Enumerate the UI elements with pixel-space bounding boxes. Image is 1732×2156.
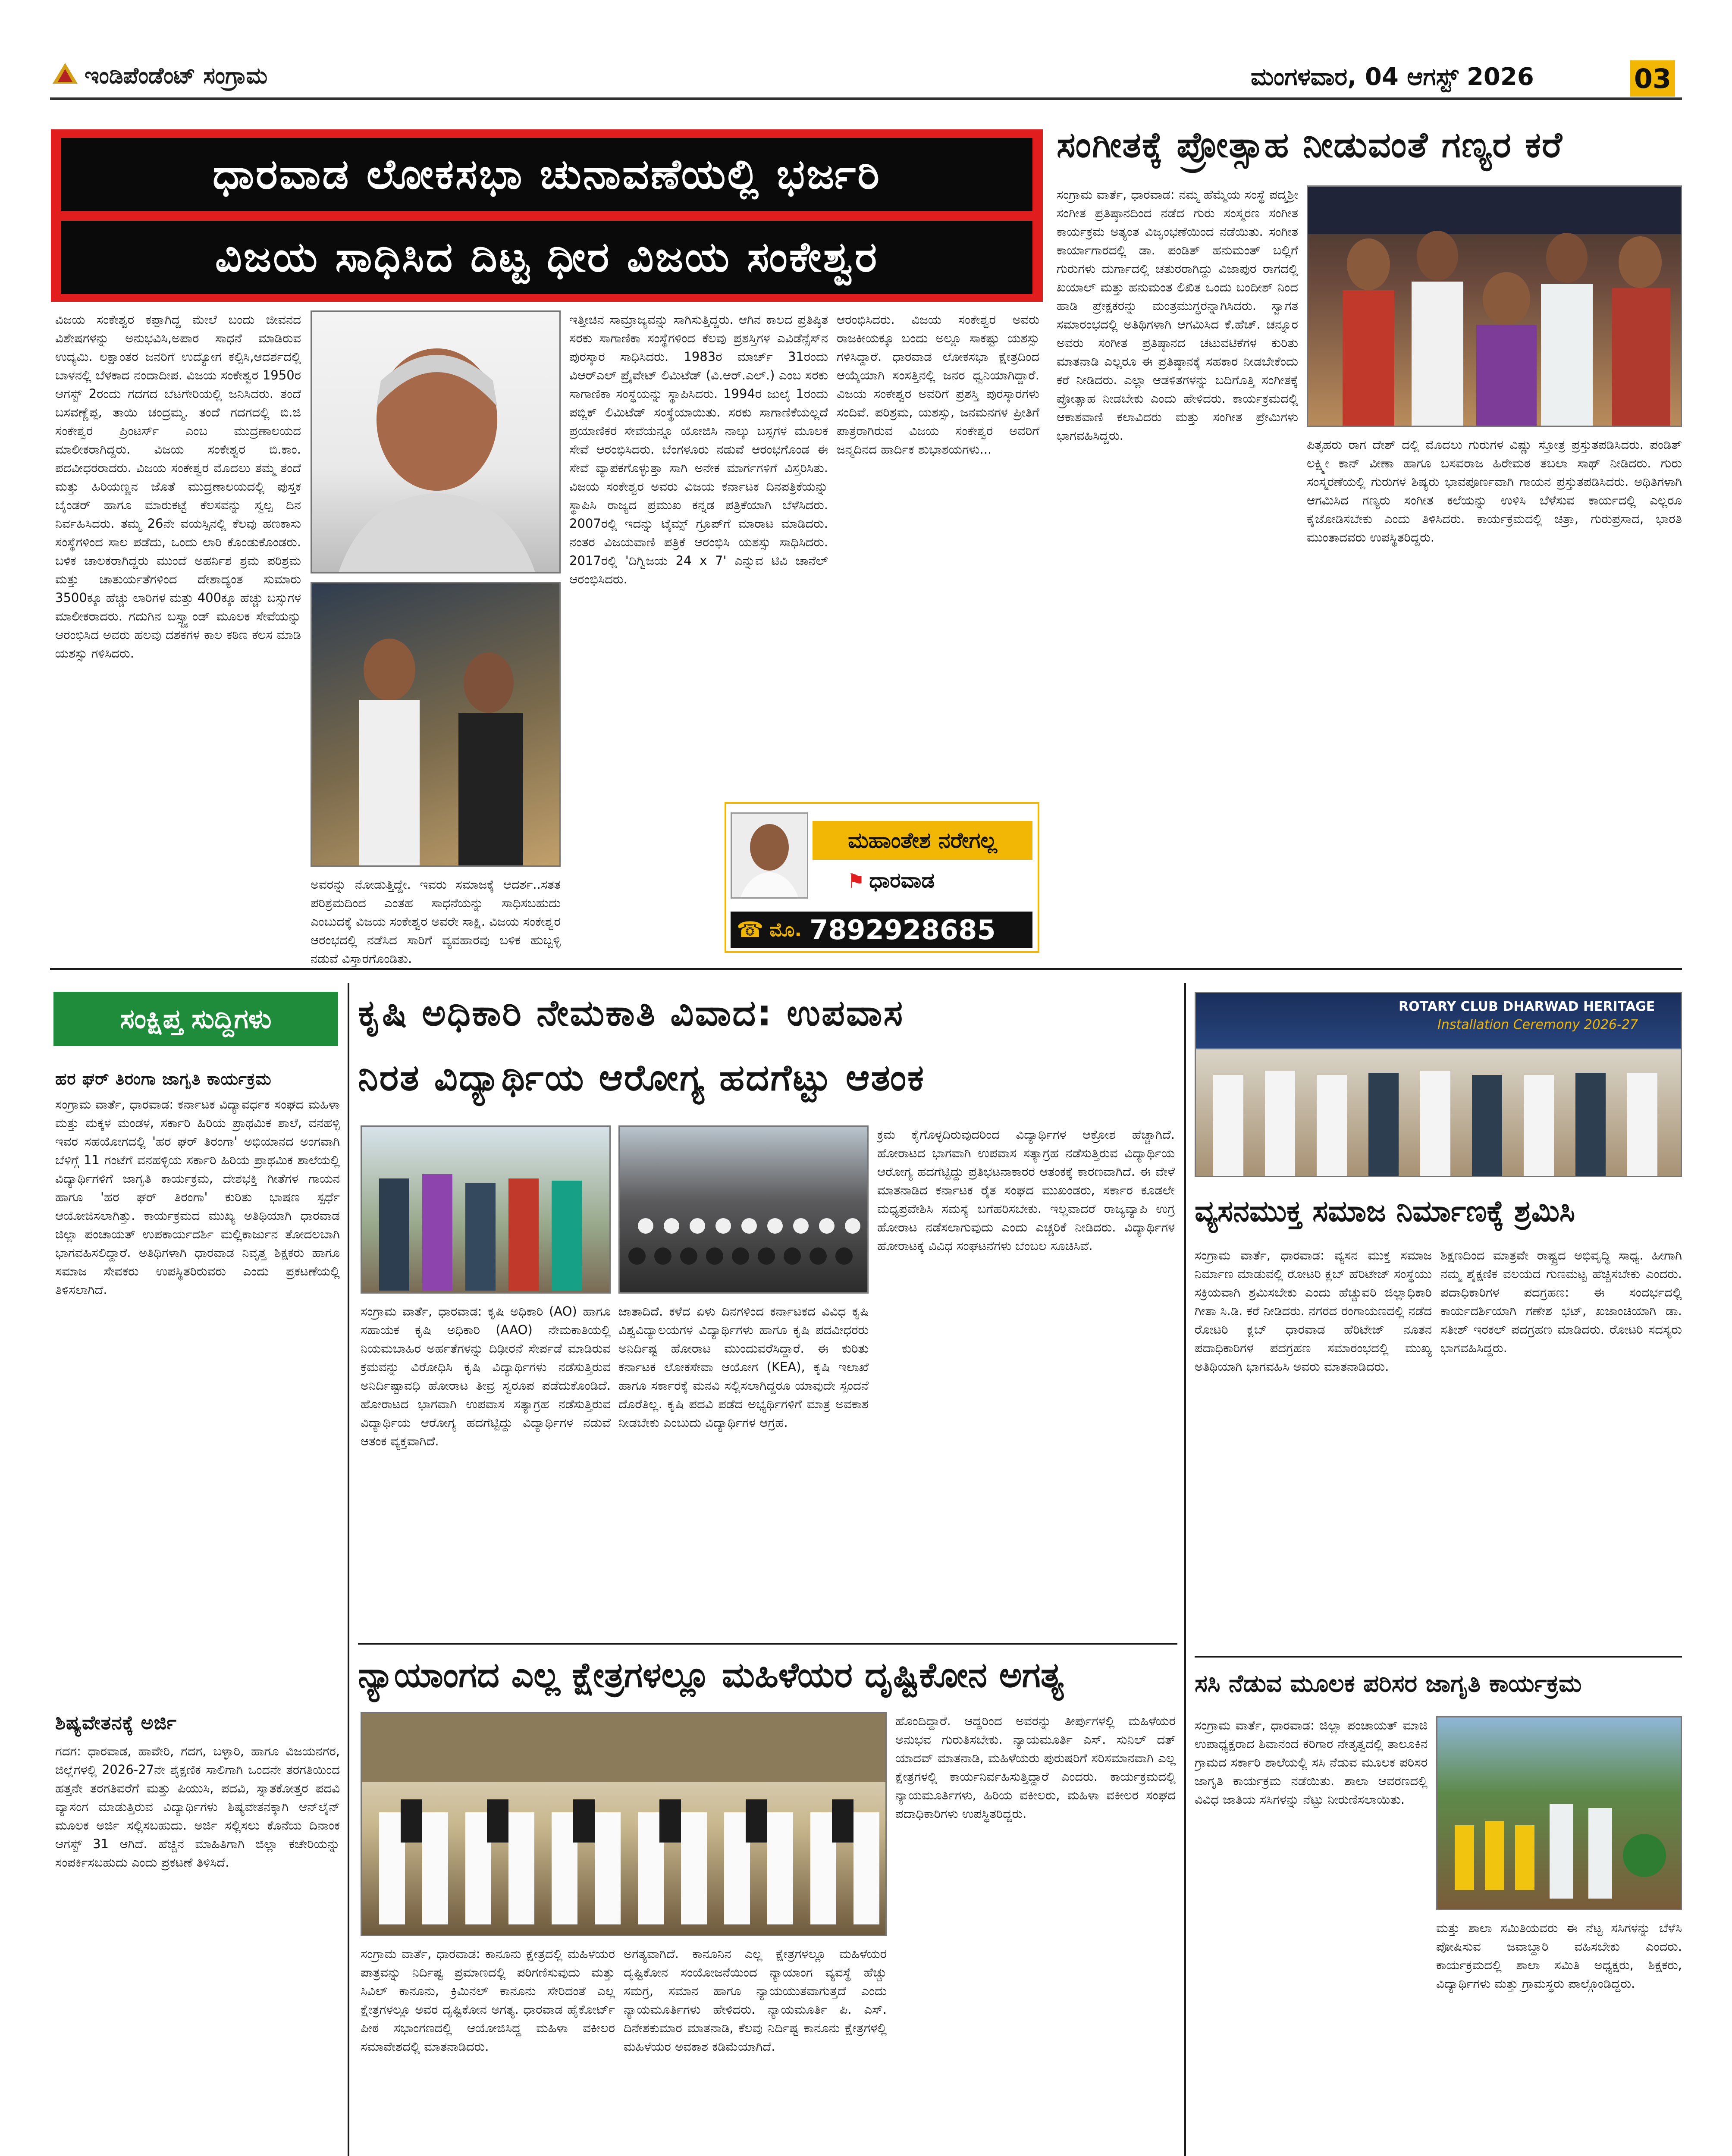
music-column-1: ಸಂಗ್ರಾಮ ವಾರ್ತೆ, ಧಾರವಾಡ: ನಮ್ಮ ಹೆಮ್ಮೆಯ ಸಂಸ್ಥೆ ಪದ್ಮಶ್ರೀ ಸಂಗೀತ ಪ್ರತಿಷ್ಠಾನದಿಂದ ನಡೆದ ಗುರು ಸಂಸ್ಮರಣ ಸಂಗೀತ ಕಾರ್ಯಕ್ರಮ ಅತ್ಯಂತ ವಿಜೃಂಭಣೆಯಿಂದ ನಡೆಯಿತು. ಸಂಗೀತ ಕಾರ್ಯಾಗಾರದಲ್ಲಿ ಡಾ. ಪಂಡಿತ್ ಹನುಮಂತ್ ಬಲ್ಲಿಗೆ ಗುರುಗಳು ದುರ್ಗಾದಲ್ಲಿ ಚತುರರಾಗಿದ್ದು ವಿಜಾಪುರ ರಾಗದಲ್ಲಿ ಖಯಾಲ್ ಮತ್ತು ಹನುಮಂತ ಲಿಖಿತ ಒಂದು ಬಂದೀಶ್ ನಿಂದ ಹಾಡಿ ಪ್ರೇಕ್ಷಕರನ್ನು ಮಂತ್ರಮುಗ್ಧರನ್ನಾಗಿಸಿದರು. ಸ್ವಾಗತ ಸಮಾರಂಭದಲ್ಲಿ ಅತಿಥಿಗಳಾಗಿ ಆಗಮಿಸಿದ ಕೆ.ಹೆಚ್. ಚನ್ನೂರ ಅವರು ಸಂಗೀತ ಪ್ರತಿಷ್ಠಾನದ ಚಟುವಟಿಕೆಗಳ ಕುರಿತು ಮಾತನಾಡಿ ಎಲ್ಲರೂ ಈ ಪ್ರತಿಷ್ಠಾನಕ್ಕೆ ಸಹಕಾರ ನೀಡಬೇಕೆಂದು ಕರೆ ನೀಡಿದರು. ಎಲ್ಲಾ ಆಡಳಿತಗಳನ್ನು ಬದಿಗೊತ್ತಿ ಸಂಗೀತಕ್ಕೆ ಪ್ರೋತ್ಸಾಹ ನೀಡಬೇಕು ಎಂದು ಹೇಳಿದರು. ಕಾರ್ಯಕ್ರಮದಲ್ಲಿ ಆಕಾಶವಾಣಿ ಕಲಾವಿದರು ಮತ್ತು ಸಂಗೀತ ಪ್ರೇಮಿಗಳು ಭಾಗವಹಿಸಿದ್ದರು. xyxy=(1057,187,1298,443)
court-group-photo xyxy=(361,1712,887,1936)
rotary-column-2: ಶಿಕ್ಷಣದಿಂದ ಮಾತ್ರವೇ ರಾಷ್ಟ್ರದ ಅಭಿವೃದ್ಧಿ ಸಾಧ್ಯ. ಹೀಗಾಗಿ ನಮ್ಮ ಶೈಕ್ಷಣಿಕ ವಲಯದ ಗುಣಮಟ್ಟ ಹೆಚ್ಚಿಸಬೇಕು ಎಂದರು. ಪದಾಧಿಕಾರಿಗಳ ಪದಗ್ರಹಣ: ಈ ಸಂದರ್ಭದಲ್ಲಿ ಕಾರ್ಯದರ್ಶಿಯಾಗಿ ಗಣೇಶ ಭಟ್, ಖಜಾಂಚಿಯಾಗಿ ಡಾ. ಸತೀಶ್ ಇರಕಲ್ ಪದಗ್ರಹಣ ಮಾಡಿದರು. ರೋಟರಿ ಸದಸ್ಯರು ಭಾಗವಹಿಸಿದ್ದರು. xyxy=(1440,1248,1682,1355)
court-column-3: ಹೊಂದಿದ್ದಾರೆ. ಆದ್ದರಿಂದ ಅವರನ್ನು ತೀರ್ಪುಗಳಲ್ಲಿ ಮಹಿಳೆಯರ ಅನುಭವ ಗುರುತಿಸಬೇಕು. ನ್ಯಾಯಮೂರ್ತಿ ಎಸ್. ಸುನಿಲ್ ದತ್ ಯಾದವ್ ಮಾತನಾಡಿ, ಮಹಿಳೆಯರು ಪುರುಷರಿಗೆ ಸರಿಸಮಾನವಾಗಿ ಎಲ್ಲ ಕ್ಷೇತ್ರಗಳಲ್ಲಿ ಕಾರ್ಯನಿರ್ವಹಿಸುತ್ತಿದ್ದಾರೆ ಎಂದರು. ಕಾರ್ಯಕ್ರಮದಲ್ಲಿ ನ್ಯಾಯಮೂರ್ತಿಗಳು, ಹಿರಿಯ ವಕೀಲರು, ಮಹಿಳಾ ವಕೀಲರ ಸಂಘದ ಪದಾಧಿಕಾರಿಗಳು ಉಪಸ್ಥಿತರಿದ್ದರು. xyxy=(895,1714,1176,1821)
location-pin-icon: ⚑ xyxy=(847,869,865,893)
rotary-banner-line1: ROTARY CLUB DHARWAD HERITAGE xyxy=(1399,999,1655,1014)
brief-divider xyxy=(348,983,349,2156)
brief-item2-title: ಶಿಷ್ಯವೇತನಕ್ಕೆ ಅರ್ಜಿ xyxy=(55,1712,177,1734)
rotary-headline: ವ್ಯಸನಮುಕ್ತ ಸಮಾಜ ನಿರ್ಮಾಣಕ್ಕೆ ಶ್ರಮಿಸಿ xyxy=(1195,1194,1575,1228)
masthead xyxy=(0,0,1732,99)
music-event-photo xyxy=(1307,185,1682,427)
music-column-2: ಪಿತೃಹರು ರಾಗ ದೇಶ್ ದಲ್ಲಿ ಮೊದಲು ಗುರುಗಳ ವಿಷ್ಣು ಸ್ತೋತ್ರ ಪ್ರಸ್ತುತಪಡಿಸಿದರು. ಪಂಡಿತ್ ಲಕ್ಷ್ಮೀ ಕಾನ್ ವೀಣಾ ಹಾಗೂ ಬಸವರಾಜ ಹಿರೇಮಠ ತಬಲಾ ಸಾಥ್ ನೀಡಿದರು. ಗುರು ಸಂಸ್ಮರಣೆಯಲ್ಲಿ ಗುರುಗಳ ಶಿಷ್ಯರು ಭಾವಪೂರ್ಣವಾಗಿ ಗಾಯನ ಪ್ರಸ್ತುತಪಡಿಸಿದರು. ಅಥಿತಿಗಳಾಗಿ ಆಗಮಿಸಿದ ಗಣ್ಯರು ಸಂಗೀತ ಕಲೆಯನ್ನು ಉಳಿಸಿ ಬೆಳೆಸುವ ಕಾರ್ಯದಲ್ಲಿ ಎಲ್ಲರೂ ಕೈಜೋಡಿಸಬೇಕು ಎಂದು ತಿಳಿಸಿದರು. ಕಾರ್ಯಕ್ರಮದಲ್ಲಿ ಚಿತ್ರಾ, ಗುರುಪ್ರಸಾದ, ಭಾರತಿ ಮುಂತಾದವರು ಉಪಸ್ಥಿತರಿದ್ದರು. xyxy=(1307,437,1682,545)
env-photo xyxy=(1436,1716,1682,1910)
court-top-rule xyxy=(358,1643,1177,1645)
top-section-divider xyxy=(50,968,1682,970)
lead-award-photo xyxy=(311,582,561,867)
brief-item1-title: ಹರ ಘರ್ ತಿರಂಗಾ ಜಾಗೃತಿ ಕಾರ್ಯಕ್ರಮ xyxy=(55,1069,272,1088)
masthead-rule xyxy=(50,97,1682,100)
rotary-banner-line2: Installation Ceremony 2026-27 xyxy=(1437,1017,1638,1032)
lead-portrait-photo xyxy=(311,310,561,573)
agri-column-1: ಸಂಗ್ರಾಮ ವಾರ್ತೆ, ಧಾರವಾಡ: ಕೃಷಿ ಅಧಿಕಾರಿ (AO) ಹಾಗೂ ಸಹಾಯಕ ಕೃಷಿ ಅಧಿಕಾರಿ (AAO) ನೇಮಕಾತಿಯಲ್ಲಿ ನಿಯಮಬಾಹಿರ ಅರ್ಹತೆಗಳನ್ನು ದಿಢೀರನೆ ಸೇರ್ಪಡೆ ಮಾಡಿರುವ ಕ್ರಮವನ್ನು ವಿರೋಧಿಸಿ ಕೃಷಿ ವಿದ್ಯಾರ್ಥಿಗಳು ನಡೆಸುತ್ತಿರುವ ಅನಿರ್ದಿಷ್ಟಾವಧಿ ಹೋರಾಟ ತೀವ್ರ ಸ್ವರೂಪ ಪಡೆದುಕೊಂಡಿದೆ. ಹೋರಾಟದ ಭಾಗವಾಗಿ ಉಪವಾಸ ಸತ್ಯಾಗ್ರಹ ನಡೆಸುತ್ತಿರುವ ವಿದ್ಯಾರ್ಥಿಯ ಆರೋಗ್ಯ ಹದಗೆಟ್ಟಿದ್ದು ವಿದ್ಯಾರ್ಥಿಗಳ ನಡುವೆ ಆತಂಕ ವ್ಯಕ್ತವಾಗಿದೆ. xyxy=(361,1304,611,1448)
ad-phone-number: 7892928685 xyxy=(810,914,996,946)
ad-place: ಧಾರವಾಡ xyxy=(869,868,935,893)
brief-title: ಸಂಕ್ಷಿಪ್ತ ಸುದ್ದಿಗಳು xyxy=(53,992,338,1046)
rotary-photo xyxy=(1195,992,1682,1177)
lead-column-4: ಆರಂಭಿಸಿದರು. ವಿಜಯ ಸಂಕೇಶ್ವರ ಅವರು ರಾಜಕೀಯಕ್ಕೂ ಬಂದು ಅಲ್ಲೂ ಸಾಕಷ್ಟು ಯಶಸ್ಸು ಗಳಿಸಿದ್ದಾರೆ. ಧಾರವಾಡ ಲೋಕಸಭಾ ಕ್ಷೇತ್ರದಿಂದ ಆಯ್ಕೆಯಾಗಿ ಸಂಸತ್ತಿನಲ್ಲಿ ಜನರ ಧ್ವನಿಯಾಗಿದ್ದಾರೆ. ವಿಜಯ ಸಂಕೇಶ್ವರ ಅವರಿಗೆ ಪ್ರಶಸ್ತಿ ಪುರಸ್ಕಾರಗಳು ಸಂದಿವೆ. ಪರಿಶ್ರಮ, ಯಶಸ್ಸು, ಜನಮನಗಳ ಪ್ರೀತಿಗೆ ಪಾತ್ರರಾಗಿರುವ ವಿಜಯ ಸಂಕೇಶ್ವರ ಅವರಿಗೆ ಜನ್ಮದಿನದ ಹಾರ್ದಿಕ ಶುಭಾಶಯಗಳು... xyxy=(837,312,1039,457)
lead-headline-line2: ವಿಜಯ ಸಾಧಿಸಿದ ದಿಟ್ಟ ಧೀರ ವಿಜಯ ಸಂಕೇಶ್ವರ xyxy=(61,221,1032,294)
ad-photo xyxy=(731,812,808,899)
brief-item1-body: ಸಂಗ್ರಾಮ ವಾರ್ತೆ, ಧಾರವಾಡ: ಕರ್ನಾಟಕ ವಿದ್ಯಾವರ್ಧಕ ಸಂಘದ ಮಹಿಳಾ ಮತ್ತು ಮಕ್ಕಳ ಮಂಡಳ, ಸರ್ಕಾರಿ ಹಿರಿಯ ಪ್ರಾಥಮಿಕ ಶಾಲೆ, ವನಹಳ್ಳಿ ಇವರ ಸಹಯೋಗದಲ್ಲಿ 'ಹರ ಘರ್ ತಿರಂಗಾ' ಅಭಿಯಾನದ ಅಂಗವಾಗಿ ಬೆಳಿಗ್ಗೆ 11 ಗಂಟೆಗೆ ವನಹಳ್ಳಿಯ ಸರ್ಕಾರಿ ಹಿರಿಯ ಪ್ರಾಥಮಿಕ ಶಾಲೆಯಲ್ಲಿ ವಿದ್ಯಾರ್ಥಿಗಳಿಗೆ ಜಾಗೃತಿ ಕಾರ್ಯಕ್ರಮ, ದೇಶಭಕ್ತಿ ಗೀತೆಗಳ ಗಾಯನ ಹಾಗೂ 'ಹರ ಘರ್ ತಿರಂಗಾ' ಕುರಿತು ಭಾಷಣ ಸ್ಪರ್ಧೆ ಆಯೋಜಿಸಲಾಗಿತ್ತು. ಕಾರ್ಯಕ್ರಮದ ಮುಖ್ಯ ಅತಿಥಿಯಾಗಿ ಧಾರವಾಡ ಜಿಲ್ಲಾ ಪಂಚಾಯತ್ ಉಪಕಾರ್ಯದರ್ಶಿ ಮಲ್ಲಿಕಾರ್ಜುನ ತೋದಲಬಾಗಿ ಭಾಗವಹಿಸಲಿದ್ದಾರೆ. ಅತಿಥಿಗಳಾಗಿ ಧಾರವಾಡ ನಿವೃತ್ತ ಶಿಕ್ಷಕರು ಹಾಗೂ ಸಮಾಜ ಸೇವಕರು ಉಪಸ್ಥಿತರಿರುವರು ಎಂದು ಪ್ರಕಟಣೆಯಲ್ಲಿ ತಿಳಿಸಲಾಗಿದೆ. xyxy=(55,1097,340,1297)
env-headline: ಸಸಿ ನೆಡುವ ಮೂಲಕ ಪರಿಸರ ಜಾಗೃತಿ ಕಾರ್ಯಕ್ರಮ xyxy=(1195,1670,1582,1698)
court-headline: ನ್ಯಾಯಾಂಗದ ಎಲ್ಲ ಕ್ಷೇತ್ರಗಳಲ್ಲೂ ಮಹಿಳೆಯರ ದೃಷ್ಟಿಕೋನ ಅಗತ್ಯ xyxy=(358,1655,1064,1695)
ad-phone-label: ಮೊ. xyxy=(769,918,802,941)
advertisement xyxy=(725,802,1039,953)
agri-headline-line1: ಕೃಷಿ ಅಧಿಕಾರಿ ನೇಮಕಾತಿ ವಿವಾದ: ಉಪವಾಸ xyxy=(358,992,904,1034)
ad-name: ಮಹಾಂತೇಶ ನರೇಗಲ್ಲ xyxy=(813,821,1032,860)
phone-icon: ☎ xyxy=(737,917,764,942)
music-headline: ಸಂಗೀತಕ್ಕೆ ಪ್ರೋತ್ಸಾಹ ನೀಡುವಂತೆ ಗಣ್ಯರ ಕರೆ xyxy=(1057,125,1563,166)
brief-item2-body: ಗದಗ: ಧಾರವಾಡ, ಹಾವೇರಿ, ಗದಗ, ಬಳ್ಳಾರಿ, ಹಾಗೂ ವಿಜಯನಗರ, ಜಿಲ್ಲೆಗಳಲ್ಲಿ 2026-27ನೇ ಶೈಕ್ಷಣಿಕ ಸಾಲಿಗಾಗಿ ಒಂದನೇ ತರಗತಿಯಿಂದ ಹತ್ತನೇ ತರಗತಿವರೆಗೆ ಮತ್ತು ಪಿಯುಸಿ, ಪದವಿ, ಸ್ನಾತಕೋತ್ತರ ಪದವಿ ವ್ಯಾಸಂಗ ಮಾಡುತ್ತಿರುವ ವಿದ್ಯಾರ್ಥಿಗಳು ಶಿಷ್ಯವೇತನಕ್ಕಾಗಿ ಆನ್‌ಲೈನ್ ಮೂಲಕ ಅರ್ಜಿ ಸಲ್ಲಿಸಬಹುದು. ಅರ್ಜಿ ಸಲ್ಲಿಸಲು ಕೊನೆಯ ದಿನಾಂಕ ಆಗಸ್ಟ್ 31 ಆಗಿದೆ. ಹೆಚ್ಚಿನ ಮಾಹಿತಿಗಾಗಿ ಜಿಲ್ಲಾ ಕಚೇರಿಯನ್ನು ಸಂಪರ್ಕಿಸಬಹುದು ಎಂದು ಪ್ರಕಟಣೆ ತಿಳಿಸಿದೆ. xyxy=(55,1744,340,1870)
lead-column-2: ಅವರನ್ನು ನೋಡುತ್ತಿದ್ದೇ. ಇವರು ಸಮಾಜಕ್ಕೆ ಆದರ್ಶ..ಸತತ ಪರಿಶ್ರಮದಿಂದ ಎಂತಹ ಸಾಧನೆಯನ್ನು ಸಾಧಿಸಬಹುದು ಎಂಬುದಕ್ಕೆ ವಿಜಯ ಸಂಕೇಶ್ವರ ಅವರೇ ಸಾಕ್ಷಿ. ವಿಜಯ ಸಂಕೇಶ್ವರ ಆರಂಭದಲ್ಲಿ ನಡೆಸಿದ ಸಾರಿಗೆ ವ್ಯವಹಾರವು ಬಳಿಕ ಹುಬ್ಬಳ್ಳಿ ನಡುವೆ ವಿಸ್ತಾರಗೊಂಡಿತು. xyxy=(311,877,561,966)
ad-phone-row xyxy=(731,912,1032,948)
brand-logo xyxy=(51,61,79,85)
court-column-2: ಅಗತ್ಯವಾಗಿದೆ. ಕಾನೂನಿನ ಎಲ್ಲ ಕ್ಷೇತ್ರಗಳಲ್ಲೂ ಮಹಿಳೆಯರ ದೃಷ್ಟಿಕೋನ ಸಂಯೋಜನೆಯಿಂದ ನ್ಯಾಯಾಂಗ ವ್ಯವಸ್ಥೆ ಹೆಚ್ಚು ಸಮಗ್ರ, ಸಮಾನ ಹಾಗೂ ನ್ಯಾಯಯುತವಾಗುತ್ತದೆ ಎಂದು ನ್ಯಾಯಮೂರ್ತಿಗಳು ಹೇಳಿದರು. ನ್ಯಾಯಮೂರ್ತಿ ಪಿ. ಎಸ್. ದಿನೇಶಕುಮಾರ ಮಾತನಾಡಿ, ಕೆಲವು ನಿರ್ದಿಷ್ಟ ಕಾನೂನು ಕ್ಷೇತ್ರಗಳಲ್ಲಿ ಮಹಿಳೆಯರ ಅವಕಾಶ ಕಡಿಮೆಯಾಗಿದೆ. xyxy=(624,1946,887,2054)
env-column-1: ಸಂಗ್ರಾಮ ವಾರ್ತೆ, ಧಾರವಾಡ: ಜಿಲ್ಲಾ ಪಂಚಾಯತ್ ಮಾಜಿ ಉಪಾಧ್ಯಕ್ಷರಾದ ಶಿವಾನಂದ ಕರಿಗಾರ ನೇತೃತ್ವದಲ್ಲಿ ತಾಲೂಕಿನ ಗ್ರಾಮದ ಸರ್ಕಾರಿ ಶಾಲೆಯಲ್ಲಿ ಸಸಿ ನೆಡುವ ಮೂಲಕ ಪರಿಸರ ಜಾಗೃತಿ ಕಾರ್ಯಕ್ರಮ ನಡೆಯಿತು. ಶಾಲಾ ಆವರಣದಲ್ಲಿ ವಿವಿಧ ಜಾತಿಯ ಸಸಿಗಳನ್ನು ನೆಟ್ಟು ನೀರುಣಿಸಲಾಯಿತು. xyxy=(1195,1718,1428,1807)
court-column-1: ಸಂಗ್ರಾಮ ವಾರ್ತೆ, ಧಾರವಾಡ: ಕಾನೂನು ಕ್ಷೇತ್ರದಲ್ಲಿ ಮಹಿಳೆಯರ ಪಾತ್ರವನ್ನು ನಿರ್ದಿಷ್ಟ ಪ್ರಮಾಣದಲ್ಲಿ ಪರಿಗಣಿಸುವುದು ಮತ್ತು ಸಿವಿಲ್ ಕಾನೂನು, ಕ್ರಿಮಿನಲ್ ಕಾನೂನು ಸೇರಿದಂತೆ ಎಲ್ಲ ಕ್ಷೇತ್ರಗಳಲ್ಲೂ ಅವರ ದೃಷ್ಟಿಕೋನ ಅಗತ್ಯ. ಧಾರವಾಡ ಹೈಕೋರ್ಟ್ ಪೀಠ ಸಭಾಂಗಣದಲ್ಲಿ ಆಯೋಜಿಸಿದ್ದ ಮಹಿಳಾ ವಕೀಲರ ಸಮಾವೇಶದಲ್ಲಿ ಮಾತನಾಡಿದರು. xyxy=(361,1946,615,2054)
agri-column-2: ಜಾತಾದಿದೆ. ಕಳೆದ ಏಳು ದಿನಗಳಿಂದ ಕರ್ನಾಟಕದ ವಿವಿಧ ಕೃಷಿ ವಿಶ್ವವಿದ್ಯಾಲಯಗಳ ವಿದ್ಯಾರ್ಥಿಗಳು ಹಾಗೂ ಕೃಷಿ ಪದವೀಧರರು ಅನಿರ್ದಿಷ್ಟ ಹೋರಾಟ ಮುಂದುವರೆಸಿದ್ದಾರೆ. ಈ ಕುರಿತು ಕರ್ನಾಟಕ ಲೋಕಸೇವಾ ಆಯೋಗ (KEA), ಕೃಷಿ ಇಲಾಖೆ ಹಾಗೂ ಸರ್ಕಾರಕ್ಕೆ ಮನವಿ ಸಲ್ಲಿಸಲಾಗಿದ್ದರೂ ಯಾವುದೇ ಸ್ಪಂದನೆ ದೊರೆತಿಲ್ಲ. ಕೃಷಿ ಪದವಿ ಪಡೆದ ಅಭ್ಯರ್ಥಿಗಳಿಗೆ ಮಾತ್ರ ಅವಕಾಶ ನೀಡಬೇಕು ಎಂಬುದು ವಿದ್ಯಾರ್ಥಿಗಳ ಆಗ್ರಹ. xyxy=(618,1304,869,1430)
agri-headline-line2: ನಿರತ ವಿದ್ಯಾರ್ಥಿಯ ಆರೋಗ್ಯ ಹದಗೆಟ್ಟು ಆತಂಕ xyxy=(358,1056,925,1099)
issue-date: ಮಂಗಳವಾರ, 04 ಆಗಸ್ಟ್ 2026 xyxy=(1251,63,1534,91)
right-column-divider xyxy=(1184,983,1186,2156)
lead-column-1: ವಿಜಯ ಸಂಕೇಶ್ವರ ಕಪ್ಪಾಗಿದ್ದ ಮೇಲೆ ಬಂದು ಜೀವನದ ವಿಶೇಷಗಳನ್ನು ಅನುಭವಿಸಿ,ಅಪಾರ ಸಾಧನೆ ಮಾಡಿರುವ ಉದ್ಯಮಿ. ಲಕ್ಷಾಂತರ ಜನರಿಗೆ ಉದ್ಯೋಗ ಕಲ್ಪಿಸಿ,ಆದರ್ಶದಲ್ಲಿ ಬಾಳನಲ್ಲಿ ಬೆಳಕಾದ ನಂದಾದೀಪ. ವಿಜಯ ಸಂಕೇಶ್ವರ 1950ರ ಆಗಸ್ಟ್ 2ರಂದು ಗದಗದ ಬೆಟಗೇರಿಯಲ್ಲಿ ಜನಿಸಿದರು. ತಂದೆ ಬಸವಣ್ಣೆಪ್ಪ, ತಾಯಿ ಚಂದ್ರಮ್ಮ. ತಂದೆ ಗದಗದಲ್ಲಿ ಬಿ.ಜಿ ಸಂಕೇಶ್ವರ ಪ್ರಿಂಟರ್ಸ್ ಎಂಬ ಮುದ್ರಣಾಲಯದ ಮಾಲೀಕರಾಗಿದ್ದರು. ವಿಜಯ ಸಂಕೇಶ್ವರ ಬಿ.ಕಾಂ. ಪದವೀಧರರಾದರು. ವಿಜಯ ಸಂಕೇಶ್ವರ ಮೊದಲು ತಮ್ಮ ತಂದೆ ಮತ್ತು ಹಿರಿಯಣ್ಣನ ಜೊತೆ ಮುದ್ರಣಾಲಯದಲ್ಲಿ ಪುಸ್ತಕ ಬೈಂಡರ್ ಹಾಗೂ ಮಾರುಕಟ್ಟೆ ಕೆಲಸವನ್ನು ಸ್ವಲ್ಪ ದಿನ ನಿರ್ವಹಿಸಿದರು. ತಮ್ಮ 26ನೇ ವಯಸ್ಸಿನಲ್ಲಿ ಕೆಲವು ಹಣಕಾಸು ಸಂಸ್ಥೆಗಳಿಂದ ಸಾಲ ಪಡೆದು, ಒಂದು ಲಾರಿ ಕೊಂಡುಕೊಂಡರು. ಬಳಿಕ ಚಾಲಕರಾಗಿದ್ದರು ಮುಂದೆ ಅಹರ್ನಿಶ ಶ್ರಮ ಪರಿಶ್ರಮ ಮತ್ತು ಚಾತುರ್ಯತೆಗಳಿಂದ ದೇಶಾದ್ಯಂತ ಸುಮಾರು 3500ಕ್ಕೂ ಹೆಚ್ಚು ಲಾರಿಗಳ ಮತ್ತು 400ಕ್ಕೂ ಹೆಚ್ಚು ಬಸ್ಸುಗಳ ಮಾಲೀಕರಾದರು. ಗದುಗಿನ ಬಸ್ಸ್ಟ್ಯಾಂಡ್ ಮೂಲಕ ಸೇವೆಯನ್ನು ಆರಂಭಿಸಿದ ಅವರು ಹಲವು ದಶಕಗಳ ಕಾಲ ಕಠಿಣ ಕೆಲಸ ಮಾಡಿ ಯಶಸ್ಸು ಗಳಿಸಿದರು. xyxy=(55,312,301,661)
brand-name: ಇಂಡಿಪೆಂಡೆಂಟ್ ಸಂಗ್ರಾಮ xyxy=(85,63,268,89)
lead-column-3: ಇತ್ತೀಚಿನ ಸಾಮ್ರಾಜ್ಯವನ್ನು ಸಾಗಿಸುತ್ತಿದ್ದರು. ಆಗಿನ ಕಾಲದ ಪ್ರತಿಷ್ಠಿತ ಸರಕು ಸಾಗಾಣಿಕಾ ಸಂಸ್ಥೆಗಳಿಂದ ಕೆಲವು ಪ್ರಶಸ್ತಿಗಳ ಎವಿಡೆನ್ಸೆಸ್‌ನ ಪುರಸ್ಕಾರ ಸಾಧಿಸಿದರು. 1983ರ ಮಾರ್ಚ್ 31ರಂದು ವಿಆರ್‌ಎಲ್ ಪ್ರೈವೇಟ್ ಲಿಮಿಟೆಡ್ (ವಿ.ಆರ್.ಎಲ್.) ಎಂಬ ಸರಕು ಸಾಗಾಣಿಕಾ ಸಂಸ್ಥೆಯನ್ನು ಸ್ಥಾಪಿಸಿದರು. 1994ರ ಜುಲೈ 1ರಂದು ಪಬ್ಲಿಕ್ ಲಿಮಿಟೆಡ್ ಸಂಸ್ಥೆಯಾಯಿತು. ಸರಕು ಸಾಗಾಣಿಕೆಯಲ್ಲದೆ ಪ್ರಯಾಣಿಕರ ಸೇವೆಯನ್ನೂ ಯೋಜಿಸಿ ನಾಲ್ಕು ಬಸ್ಸಗಳ ಮೂಲಕ ಸೇವೆ ಆರಂಭಿಸಿದರು. ಬೆಂಗಳೂರು ನಡುವೆ ಆರಂಭಗೊಂಡ ಈ ಸೇವೆ ವ್ಯಾಪಕಗೊಳ್ಳುತ್ತಾ ಸಾಗಿ ಅನೇಕ ಮಾರ್ಗಗಳಿಗೆ ವಿಸ್ತರಿಸಿತು. ವಿಜಯ ಸಂಕೇಶ್ವರ ಅವರು ವಿಜಯ ಕರ್ನಾಟಕ ದಿನಪತ್ರಿಕೆಯನ್ನು ಸ್ಥಾಪಿಸಿ ರಾಜ್ಯದ ಪ್ರಮುಖ ಕನ್ನಡ ಪತ್ರಿಕೆಯಾಗಿ ಬೆಳೆಸಿದರು. 2007ರಲ್ಲಿ ಇದನ್ನು ಟೈಮ್ಸ್ ಗ್ರೂಪ್‌ಗೆ ಮಾರಾಟ ಮಾಡಿದರು. ನಂತರ ವಿಜಯವಾಣಿ ಪತ್ರಿಕೆ ಆರಂಭಿಸಿ ಯಶಸ್ಸು ಸಾಧಿಸಿದರು. 2017ರಲ್ಲಿ 'ದಿಗ್ವಿಜಯ 24 x 7' ಎನ್ನುವ ಟಿವಿ ಚಾನೆಲ್ ಆರಂಭಿಸಿದರು. xyxy=(569,312,828,586)
agri-column-3: ಕ್ರಮ ಕೈಗೊಳ್ಳದಿರುವುದರಿಂದ ವಿದ್ಯಾರ್ಥಿಗಳ ಆಕ್ರೋಶ ಹೆಚ್ಚಾಗಿದೆ. ಹೋರಾಟದ ಭಾಗವಾಗಿ ಉಪವಾಸ ಸತ್ಯಾಗ್ರಹ ನಡೆಸುತ್ತಿರುವ ವಿದ್ಯಾರ್ಥಿಯ ಆರೋಗ್ಯ ಹದಗೆಟ್ಟಿದ್ದು ಪ್ರತಿಭಟನಾಕಾರರ ಆತಂಕಕ್ಕೆ ಕಾರಣವಾಗಿದೆ. ಈ ವೇಳೆ ಮಾತನಾಡಿದ ಕರ್ನಾಟಕ ರೈತ ಸಂಘದ ಮುಖಂಡರು, ಸರ್ಕಾರ ಕೂಡಲೇ ಮಧ್ಯಪ್ರವೇಶಿಸಿ ಸಮಸ್ಯೆ ಬಗೆಹರಿಸಬೇಕು. ಇಲ್ಲವಾದರೆ ರಾಜ್ಯವ್ಯಾಪಿ ಉಗ್ರ ಹೋರಾಟ ನಡೆಸಲಾಗುವುದು ಎಂದು ಎಚ್ಚರಿಕೆ ನೀಡಿದರು. ವಿದ್ಯಾರ್ಥಿಗಳ ಹೋರಾಟಕ್ಕೆ ವಿವಿಧ ಸಂಘಟನೆಗಳು ಬೆಂಬಲ ಸೂಚಿಸಿವೆ. xyxy=(877,1127,1175,1253)
agri-photo-1 xyxy=(361,1125,611,1294)
ad-place-row xyxy=(847,868,935,893)
rotary-column-1: ಸಂಗ್ರಾಮ ವಾರ್ತೆ, ಧಾರವಾಡ: ವ್ಯಸನ ಮುಕ್ತ ಸಮಾಜ ನಿರ್ಮಾಣ ಮಾಡುವಲ್ಲಿ ರೋಟರಿ ಕ್ಲಬ್ ಹೆರಿಟೇಜ್ ಸಂಸ್ಥೆಯು ಸಕ್ರಿಯವಾಗಿ ಶ್ರಮಿಸಬೇಕು ಎಂದು ಹೆಚ್ಚುವರಿ ಜಿಲ್ಲಾಧಿಕಾರಿ ಗೀತಾ ಸಿ.ಡಿ. ಕರೆ ನೀಡಿದರು. ನಗರದ ರಂಗಾಯಣದಲ್ಲಿ ನಡೆದ ರೋಟರಿ ಕ್ಲಬ್ ಧಾರವಾಡ ಹೆರಿಟೇಜ್ ನೂತನ ಪದಾಧಿಕಾರಿಗಳ ಪದಗ್ರಹಣ ಸಮಾರಂಭದಲ್ಲಿ ಮುಖ್ಯ ಅತಿಥಿಯಾಗಿ ಭಾಗವಹಿಸಿ ಅವರು ಮಾತನಾಡಿದರು. xyxy=(1195,1248,1432,1374)
page-number: 03 xyxy=(1630,60,1675,97)
env-column-2: ಮತ್ತು ಶಾಲಾ ಸಮಿತಿಯವರು ಈ ನೆಟ್ಟ ಸಸಿಗಳನ್ನು ಬೆಳೆಸಿ ಪೋಷಿಸುವ ಜವಾಬ್ದಾರಿ ವಹಿಸಬೇಕು ಎಂದರು. ಕಾರ್ಯಕ್ರಮದಲ್ಲಿ ಶಾಲಾ ಸಮಿತಿ ಅಧ್ಯಕ್ಷರು, ಶಿಕ್ಷಕರು, ವಿದ್ಯಾರ್ಥಿಗಳು ಮತ್ತು ಗ್ರಾಮಸ್ಥರು ಪಾಲ್ಗೊಂಡಿದ್ದರು. xyxy=(1436,1921,1682,1991)
lead-headline-line1: ಧಾರವಾಡ ಲೋಕಸಭಾ ಚುನಾವಣೆಯಲ್ಲಿ ಭರ್ಜರಿ xyxy=(61,138,1032,211)
agri-photo-2 xyxy=(618,1125,869,1294)
env-top-rule xyxy=(1195,1656,1682,1658)
